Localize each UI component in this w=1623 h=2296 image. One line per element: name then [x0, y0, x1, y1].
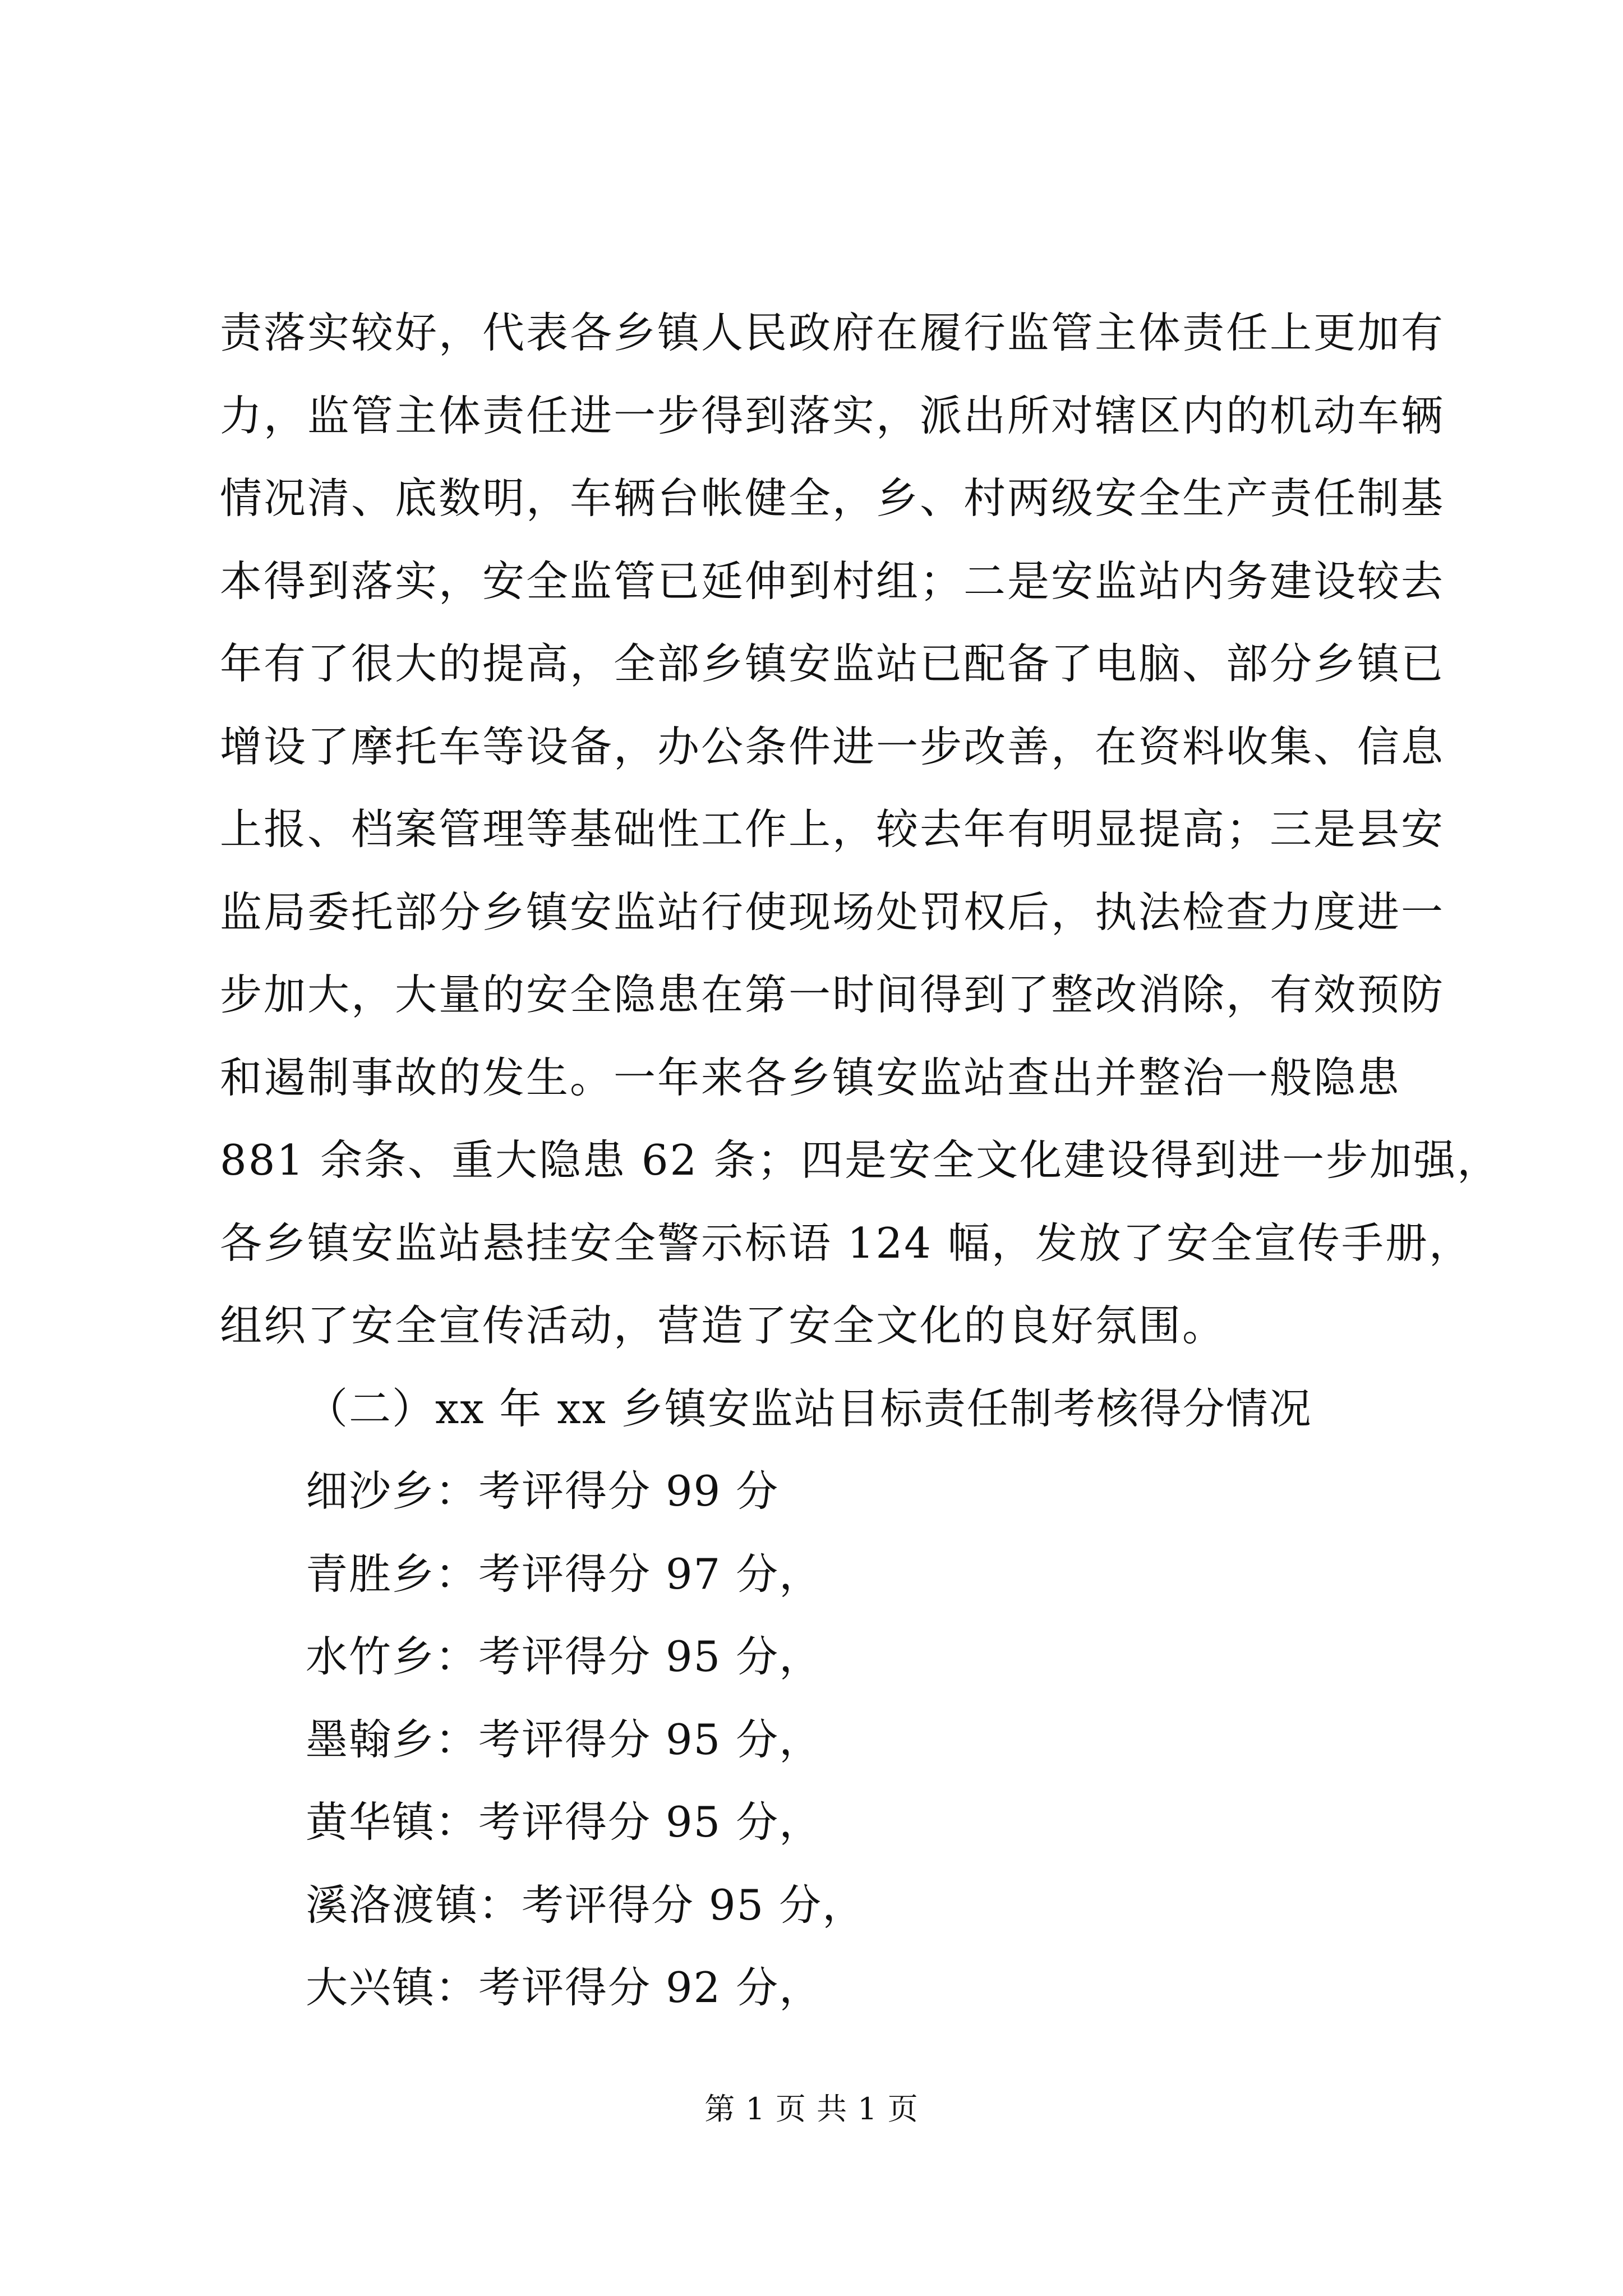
paragraph-line: 监局委托部分乡镇安监站行使现场处罚权后，执法检查力度进一 [220, 887, 1445, 937]
paragraph-line: 881 余条、重大隐患 62 条；四是安全文化建设得到进一步加强， [220, 1135, 1501, 1185]
document-body [220, 292, 1501, 2030]
paragraph-line: 责落实较好，代表各乡镇人民政府在履行监管主体责任上更加有 [220, 308, 1445, 357]
paragraph-line: 本得到落实，安全监管已延伸到村组；二是安监站内务建设较去 [220, 556, 1445, 606]
paragraph-line: 情况清、底数明，车辆台帐健全，乡、村两级安全生产责任制基 [220, 473, 1445, 523]
score-line: 墨翰乡：考评得分 95 分， [306, 1714, 823, 1764]
paragraph-line: 组织了安全宣传活动，营造了安全文化的良好氛围。 [220, 1301, 1227, 1350]
score-line: 细沙乡：考评得分 99 分 [306, 1466, 780, 1516]
paragraph-line: 各乡镇安监站悬挂安全警示标语 124 幅，发放了安全宣传手册， [220, 1218, 1473, 1268]
paragraph-line: 力，监管主体责任进一步得到落实，派出所对辖区内的机动车辆 [220, 390, 1445, 440]
paragraph-line: 年有了很大的提高，全部乡镇安监站已配备了电脑、部分乡镇已 [220, 639, 1445, 688]
paragraph-line: 增设了摩托车等设备，办公条件进一步改善，在资料收集、信息 [220, 721, 1445, 771]
score-line: 溪洛渡镇：考评得分 95 分， [306, 1880, 866, 1930]
paragraph-line: 上报、档案管理等基础性工作上，较去年有明显提高；三是县安 [220, 804, 1445, 854]
paragraph-line: 和遏制事故的发生。一年来各乡镇安监站查出并整治一般隐患 [220, 1052, 1401, 1102]
score-line: 水竹乡：考评得分 95 分， [306, 1632, 823, 1681]
score-line: 青胜乡：考评得分 97 分， [306, 1549, 823, 1599]
paragraph-line: 步加大，大量的安全隐患在第一时间得到了整改消除，有效预防 [220, 970, 1445, 1019]
score-line: 大兴镇：考评得分 92 分， [306, 1963, 823, 2012]
section-heading: （二）xx 年 xx 乡镇安监站目标责任制考核得分情况 [306, 1383, 1312, 1433]
page-footer: 第 1 页 共 1 页 [704, 2091, 919, 2127]
score-line: 黄华镇：考评得分 95 分， [306, 1797, 823, 1847]
